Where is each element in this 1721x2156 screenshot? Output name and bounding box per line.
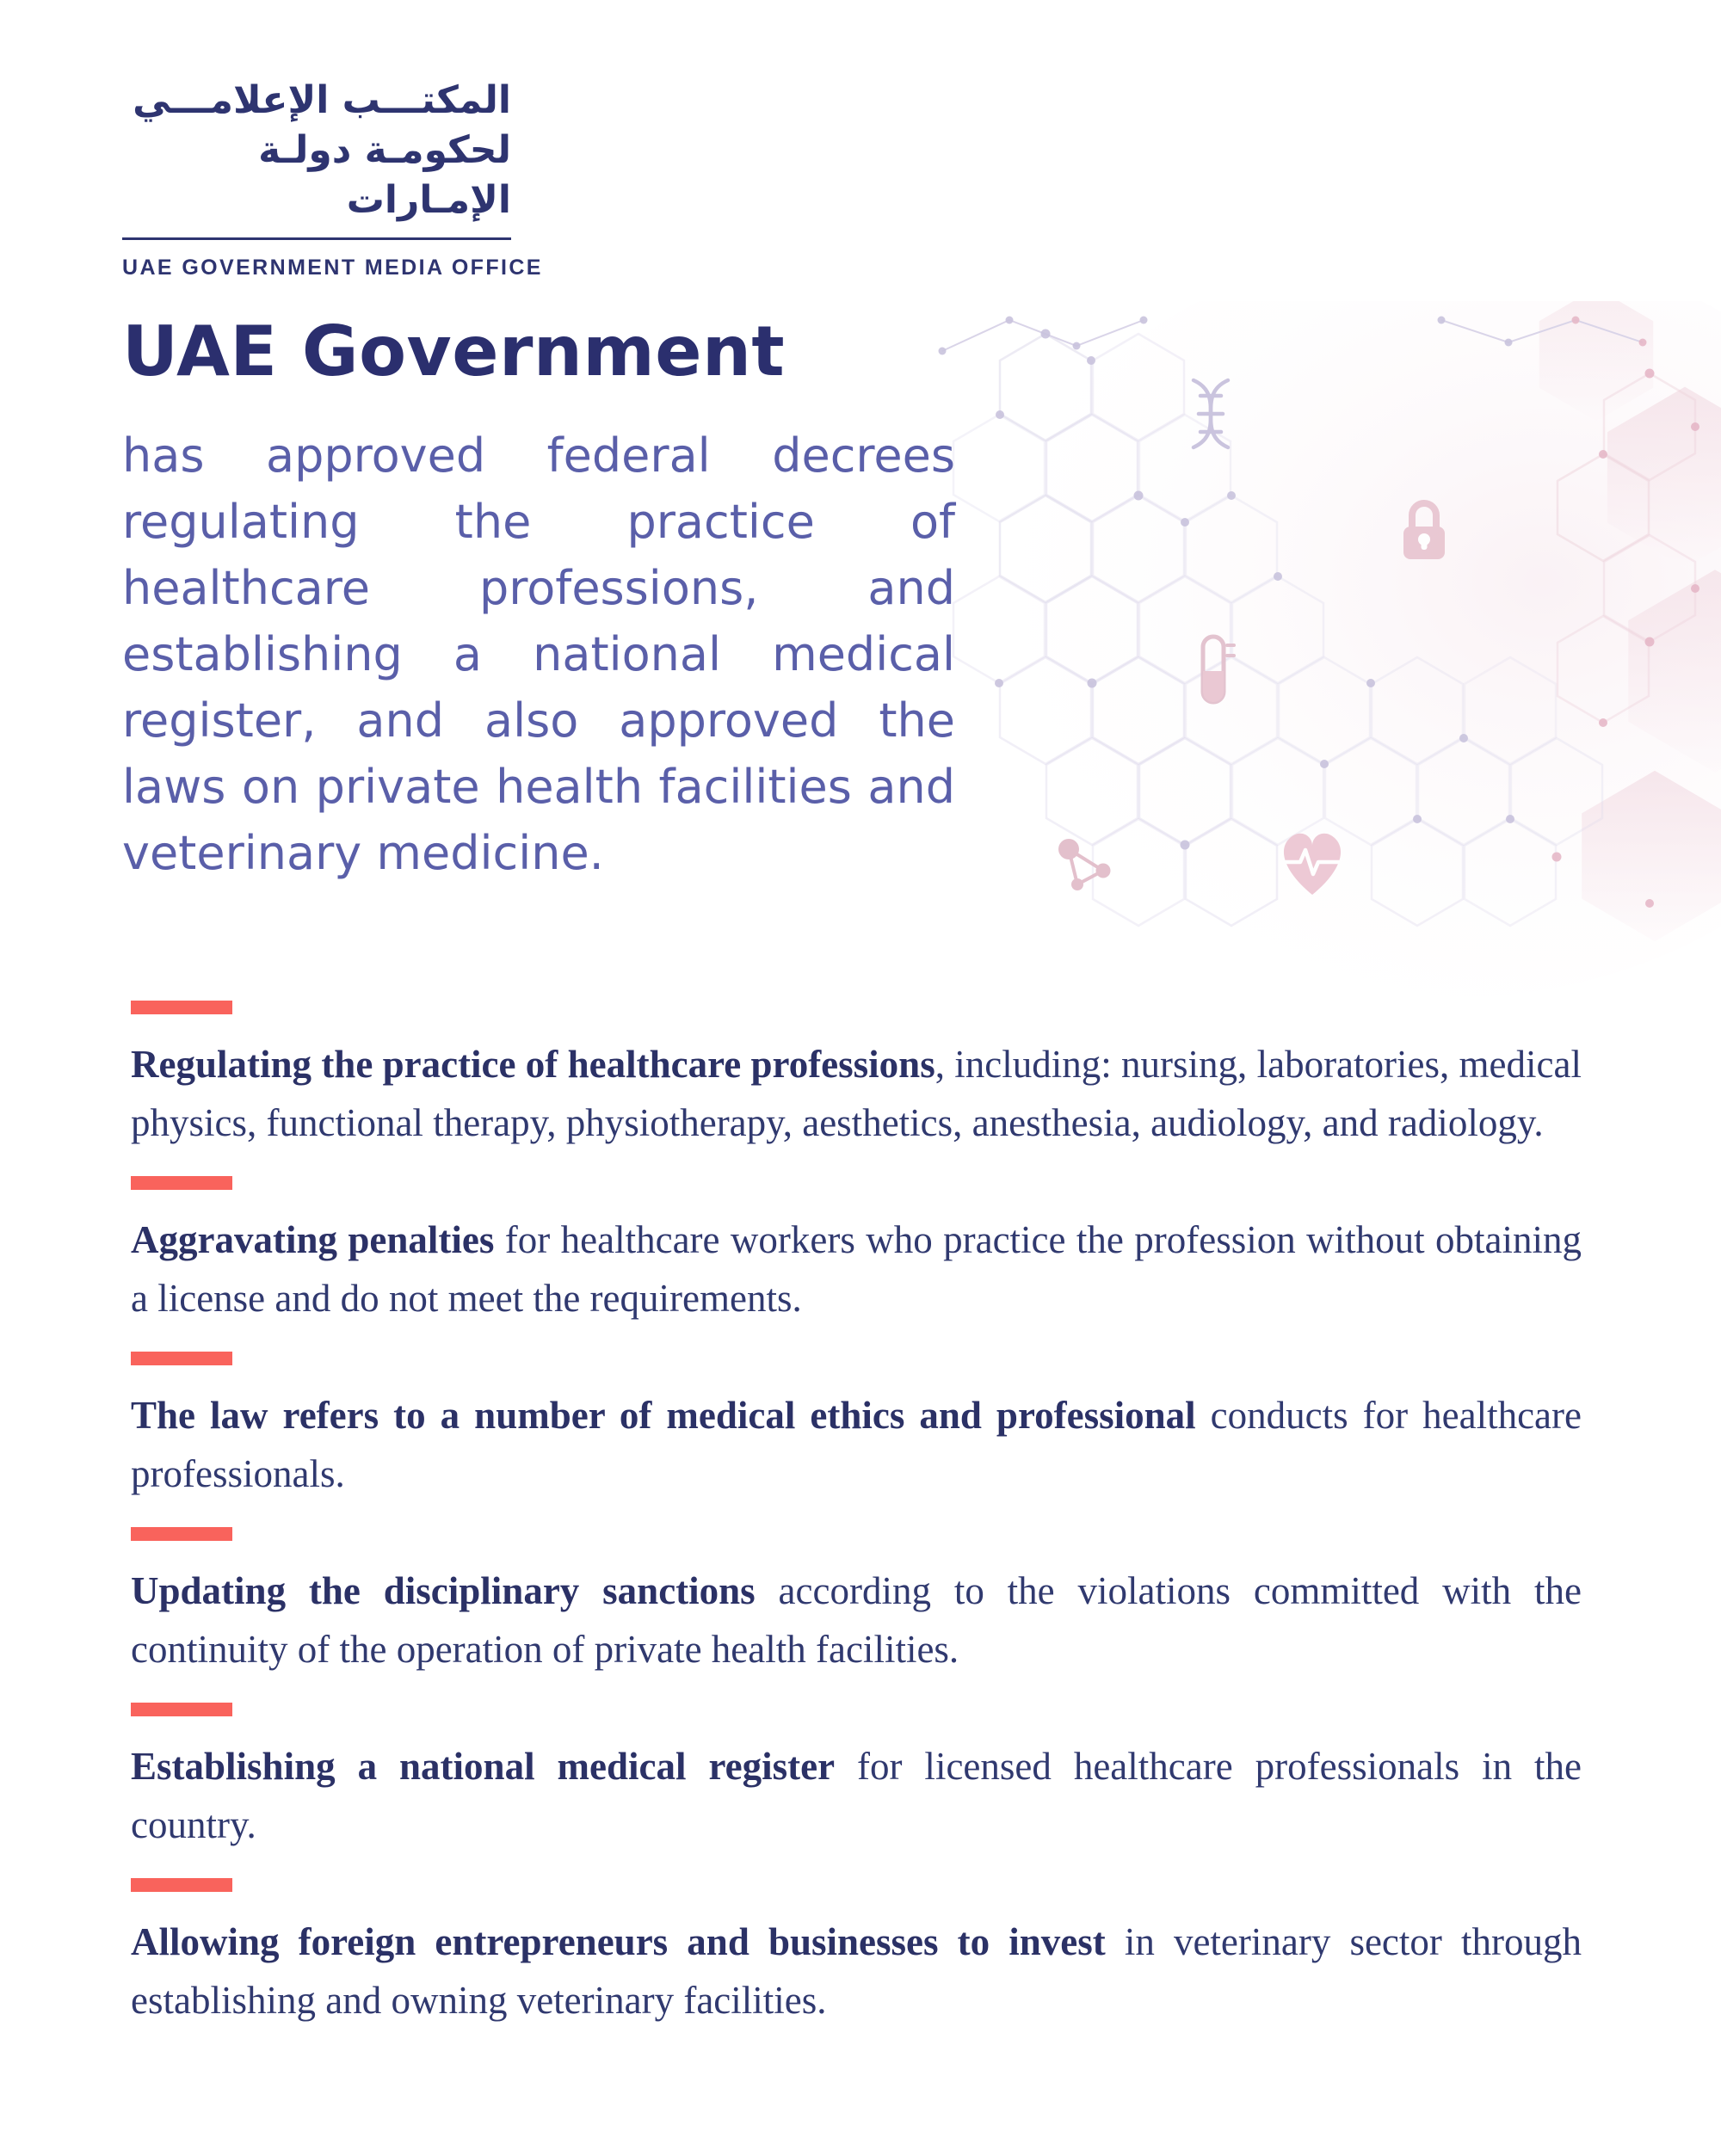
section-body: for healthcare workers who practice the profession without obtaining a license and do not meet the requirements. (131, 1218, 1582, 1320)
section-accent-bar (131, 1878, 232, 1892)
section-lead: Aggravating penalties (131, 1218, 495, 1261)
section-accent-bar (131, 1527, 232, 1541)
section-text (131, 1737, 1582, 1854)
section-accent-bar (131, 1176, 232, 1190)
section-medical-ethics (131, 1352, 1582, 1503)
section-text (131, 1913, 1582, 2030)
section-lead: Establishing a national medical register (131, 1745, 836, 1788)
section-text (131, 1562, 1582, 1679)
hero-section (122, 311, 955, 886)
uae-gmo-logo (122, 76, 543, 280)
section-accent-bar (131, 1352, 232, 1365)
section-body: according to the violations committed with the continuity of the operation of private health facilities. (131, 1569, 1582, 1671)
section-lead: Regulating the practice of healthcare professions (131, 1043, 935, 1086)
section-text (131, 1386, 1582, 1503)
hexagon-medical-decoration (908, 301, 1721, 1024)
section-national-register (131, 1703, 1582, 1854)
section-lead: Allowing foreign entrepreneurs and businesses to invest (131, 1920, 1106, 1963)
section-body: in veterinary sector through establishing and owning veterinary facilities. (131, 1920, 1582, 2022)
sections-list (131, 1001, 1582, 2054)
section-text (131, 1035, 1582, 1152)
section-accent-bar (131, 1703, 232, 1716)
section-lead: The law refers to a number of medical ethics and professional (131, 1394, 1196, 1437)
section-regulating-professions (131, 1001, 1582, 1152)
logo-arabic-line2: لحكومـة دولـة الإمـارات (258, 128, 511, 223)
logo-arabic-line1: المكتـــب الإعلامـــي (133, 78, 511, 122)
section-aggravating-penalties (131, 1176, 1582, 1327)
section-text (131, 1210, 1582, 1327)
section-body: for licensed healthcare professionals in the country. (131, 1745, 1582, 1846)
section-body: conducts for healthcare professionals. (131, 1394, 1582, 1495)
page-title: UAE Government (122, 311, 786, 391)
logo-english-text: UAE GOVERNMENT MEDIA OFFICE (122, 256, 543, 280)
section-disciplinary-sanctions (131, 1527, 1582, 1679)
intro-paragraph: has approved federal decrees regulating the practice of healthcare professions, and establishing a national medical register, and also approved the laws on private health facilities and veterinary medicine. (122, 428, 955, 880)
logo-arabic-text (122, 76, 511, 240)
section-body: , including: nursing, laboratories, medical physics, functional therapy, physiotherapy, aesthetics, anesthesia, audiology, and radiology. (131, 1043, 1582, 1144)
section-accent-bar (131, 1001, 232, 1014)
section-veterinary-investment (131, 1878, 1582, 2030)
section-lead: Updating the disciplinary sanctions (131, 1569, 756, 1612)
